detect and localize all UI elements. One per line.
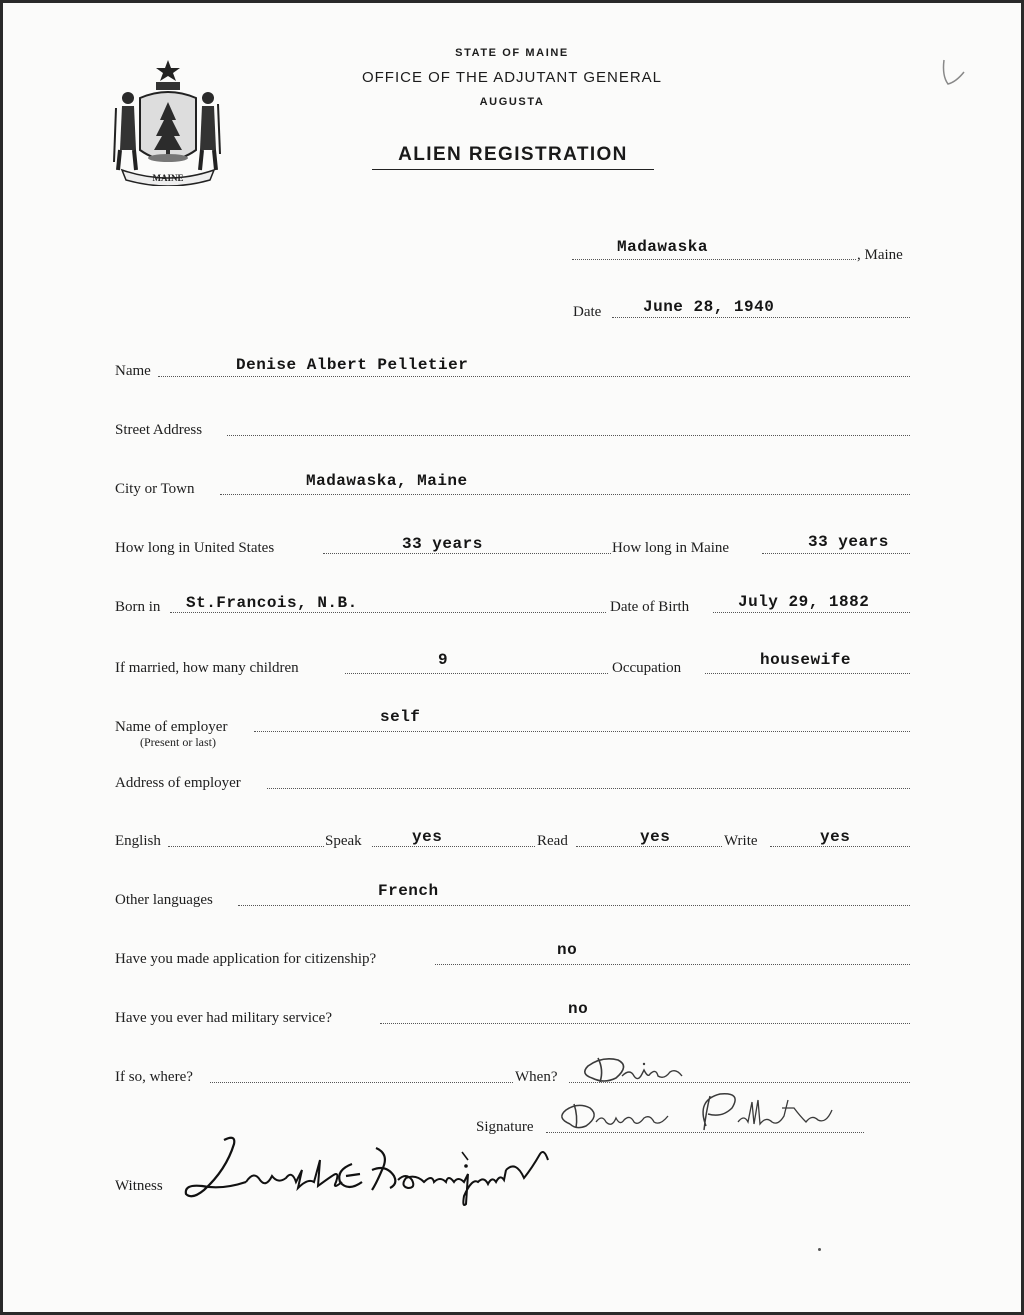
- speak-value: yes: [412, 828, 443, 846]
- city-town-label: City or Town: [115, 481, 195, 497]
- read-label: Read: [537, 833, 568, 849]
- form-title: ALIEN REGISTRATION: [372, 144, 654, 170]
- seal-banner-text: MAINE: [152, 173, 184, 183]
- citizenship-value: no: [557, 941, 578, 959]
- employer-note: (Present or last): [140, 735, 216, 749]
- english-line: [168, 846, 324, 847]
- military-value: no: [568, 1000, 589, 1018]
- when-label: When?: [515, 1069, 558, 1085]
- english-label: English: [115, 833, 161, 849]
- name-value: Denise Albert Pelletier: [236, 356, 469, 374]
- scan-speck: [818, 1248, 821, 1251]
- citizenship-label: Have you made application for citizenship?: [115, 951, 377, 967]
- maine-duration-line: [762, 553, 910, 554]
- write-label: Write: [724, 833, 758, 849]
- other-languages-value: French: [378, 882, 439, 900]
- when-handwriting: [578, 1044, 698, 1088]
- children-label: If married, how many children: [115, 660, 299, 676]
- occupation-line: [705, 673, 910, 674]
- where-label: If so, where?: [115, 1069, 193, 1085]
- other-languages-line: [238, 905, 910, 906]
- signature-handwriting: [556, 1086, 856, 1138]
- born-in-line: [170, 612, 606, 613]
- header-office: OFFICE OF THE ADJUTANT GENERAL: [361, 69, 663, 86]
- employer-address-label: Address of employer: [115, 775, 241, 791]
- children-value: 9: [438, 651, 449, 669]
- occupation-value: housewife: [760, 651, 851, 669]
- speak-line: [372, 846, 535, 847]
- born-in-label: Born in: [115, 599, 161, 615]
- us-duration-line: [323, 553, 611, 554]
- date-line: [612, 317, 910, 318]
- us-duration-value: 33 years: [402, 535, 483, 553]
- witness-signature: [176, 1130, 556, 1210]
- speak-label: Speak: [325, 833, 362, 849]
- location-line: [572, 259, 856, 260]
- header-state: STATE OF MAINE: [455, 47, 569, 59]
- us-duration-label: How long in United States: [115, 540, 275, 556]
- military-line: [380, 1023, 910, 1024]
- street-address-label: Street Address: [115, 422, 203, 438]
- location-value: Madawaska: [617, 238, 708, 256]
- city-town-line: [220, 494, 910, 495]
- occupation-label: Occupation: [612, 660, 682, 676]
- where-line: [210, 1082, 513, 1083]
- employer-value: self: [380, 708, 421, 726]
- military-label: Have you ever had military service?: [115, 1010, 332, 1026]
- date-of-birth-value: July 29, 1882: [738, 593, 870, 611]
- pencil-check-mark: [938, 56, 968, 92]
- signature-label: Signature: [476, 1119, 534, 1135]
- date-value: June 28, 1940: [643, 298, 775, 316]
- date-label: Date: [573, 304, 602, 320]
- date-of-birth-label: Date of Birth: [610, 599, 690, 615]
- maine-duration-label: How long in Maine: [612, 540, 730, 556]
- write-value: yes: [820, 828, 851, 846]
- name-line: [158, 376, 910, 377]
- street-address-line: [227, 435, 910, 436]
- date-of-birth-line: [713, 612, 910, 613]
- read-line: [576, 846, 722, 847]
- name-label: Name: [115, 363, 151, 379]
- maine-duration-value: 33 years: [808, 533, 889, 551]
- children-line: [345, 673, 608, 674]
- witness-label: Witness: [115, 1178, 163, 1194]
- city-town-value: Madawaska, Maine: [306, 472, 468, 490]
- write-line: [770, 846, 910, 847]
- employer-label: Name of employer: [115, 719, 228, 735]
- read-value: yes: [640, 828, 671, 846]
- location-suffix: , Maine: [857, 247, 903, 263]
- employer-line: [254, 731, 910, 732]
- citizenship-line: [435, 964, 910, 965]
- other-languages-label: Other languages: [115, 892, 213, 908]
- header-city: AUGUSTA: [479, 96, 545, 108]
- employer-address-line: [267, 788, 910, 789]
- born-in-value: St.Francois, N.B.: [186, 594, 358, 612]
